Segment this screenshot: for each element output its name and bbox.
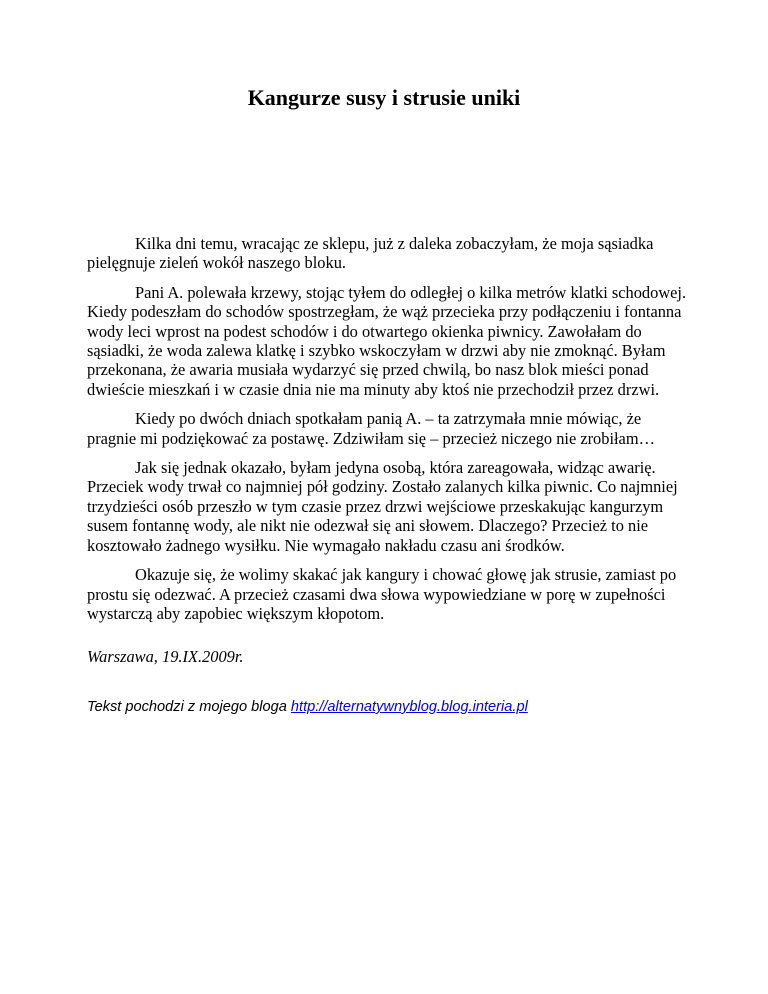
paragraph-4: Jak się jednak okazało, byłam jedyna osobą, która zareagowała, widząc awarię. Przeciek wody trwał co najmniej pół godziny. Zostało zalanych kilka piwnic. Co najmniej trzydzieści osób przeszło w tym czasie przez drzwi wejściowe przeskakując kangurzym susem fontannę wody, ale nikt nie odezwał się ani słowem. Dlaczego? Przecież to nie kosztowało żadnego wysiłku. Nie wymagało nakładu czasu ani środków. bbox=[87, 458, 678, 555]
paragraph-3: Kiedy po dwóch dniach spotkałam panią A. – ta zatrzymała mnie mówiąc, że pragnie mi podziękować za postawę. Zdziwiłam się – przecież niczego nie zrobiłam… bbox=[87, 409, 655, 448]
paragraph-2: Pani A. polewała krzewy, stojąc tyłem do odległej o kilka metrów klatki schodowej. Kiedy podeszłam do schodów spostrzegłam, że wąż przecieka przy podłączeniu i fontanna wody leci wprost na podest schodów i do otwartego okienka piwnicy. Zawołałam do sąsiadki, że woda zalewa klatkę i szybko wskoczyłam w drzwi aby nie zmoknąć. Byłam przekonana, że awaria musiała wydarzyć się przed chwilą, bo nasz blok mieści ponad dwieście mieszkań i w czasie dnia nie ma minuty aby ktoś nie przechodził przez drzwi. bbox=[87, 282, 687, 399]
date-line: Warszawa, 19.IX.2009r. bbox=[87, 647, 244, 666]
document-title: Kangurze susy i strusie uniki bbox=[247, 85, 521, 110]
source-prefix: Tekst pochodzi z mojego bloga bbox=[87, 699, 287, 715]
source-line bbox=[87, 697, 528, 717]
blog-link[interactable]: http://alternatywnyblog.blog.interia.pl bbox=[290, 699, 528, 715]
paragraph-1: Kilka dni temu, wracając ze sklepu, już z daleka zobaczyłam, że moja sąsiadka pielęgnuje zieleń wokół naszego bloku. bbox=[87, 234, 654, 273]
paragraph-5: Okazuje się, że wolimy skakać jak kangury i chować głowę jak strusie, zamiast po prostu się odezwać. A przecież czasami dwa słowa wypowiedziane w porę w zupełności wystarczą aby zapobiec większym kłopotom. bbox=[87, 565, 677, 623]
body-text bbox=[87, 234, 687, 633]
